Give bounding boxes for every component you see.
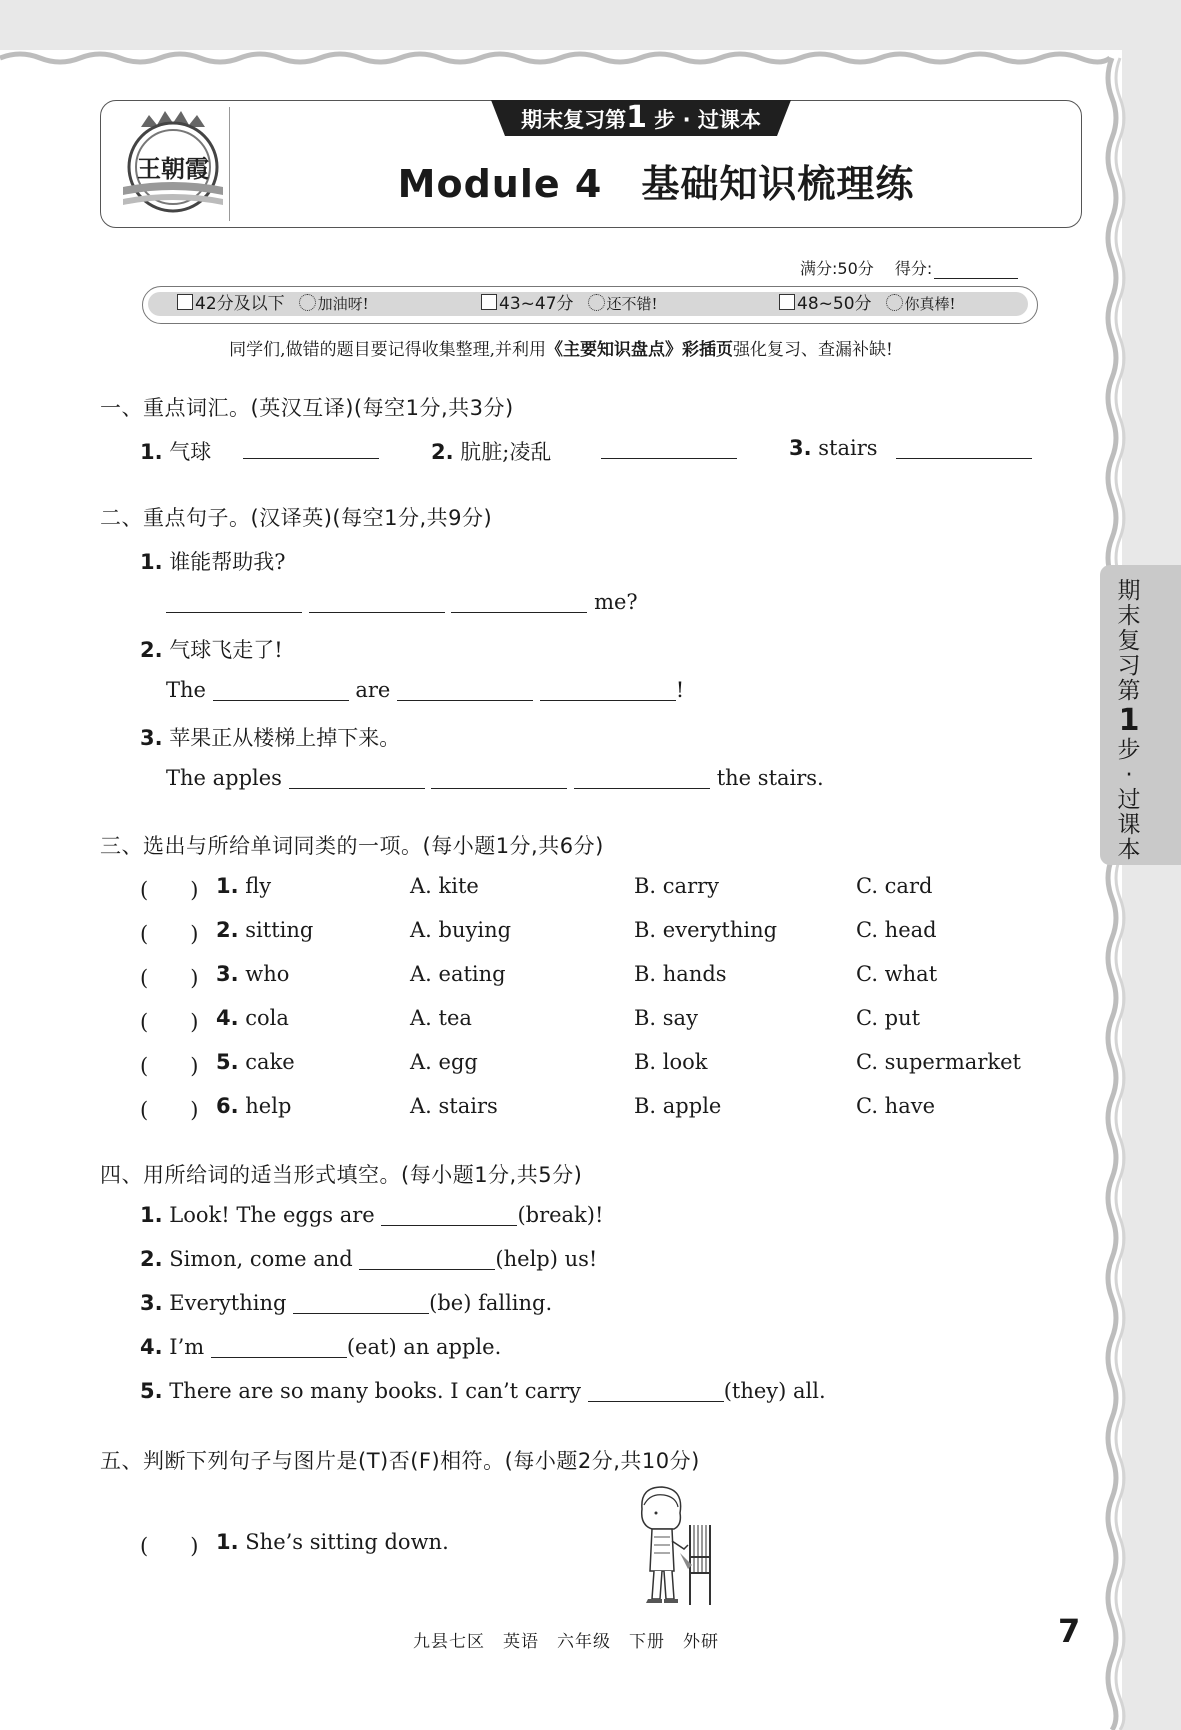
s1-item-3: 3. stairs [789,436,878,460]
score-label: 得分: [894,259,933,278]
smiley-icon [886,294,903,311]
choice-row-5-a: A. egg [410,1050,478,1074]
s4-item-2: 2. Simon, come and (help) us! [140,1247,598,1271]
choice-row-2-paren[interactable]: ( ) [140,922,199,946]
score-blank[interactable] [934,262,1018,279]
s5-q1-paren[interactable]: ( ) [140,1534,199,1558]
choice-row-2-b: B. everything [634,918,778,942]
choice-row-4-b: B. say [634,1006,698,1030]
choice-row-1-c: C. card [856,874,933,898]
choice-row-4-c: C. put [856,1006,921,1030]
answer-blank[interactable] [431,766,567,789]
logo-divider [229,107,230,221]
answer-blank[interactable] [601,436,737,459]
choice-row-3-word: 3. who [216,962,290,986]
side-tab [1100,565,1181,865]
section-3-title: 三、选出与所给单词同类的一项。(每小题1分,共6分) [100,834,604,858]
s2-q1-chinese: 1. 谁能帮助我? [140,550,286,574]
choice-row-4-paren[interactable]: ( ) [140,1010,199,1034]
level-mid-checkbox[interactable] [481,294,497,310]
side-tab-label: 期末复习第 1 步·过课本 [1117,578,1141,863]
section-2-title: 二、重点句子。(汉译英)(每空1分,共9分) [100,506,493,530]
header-box [100,100,1082,228]
page-title: Module 4 基础知识梳理练 [397,162,915,206]
choice-row-2-a: A. buying [410,918,512,942]
s1-item-2: 2. 肮脏;凌乱 [431,440,552,464]
s2-q1-answer: me? [166,590,638,614]
answer-blank[interactable] [293,1291,429,1314]
footer-grade: 六年级 [557,1632,611,1652]
section-1-title: 一、重点词汇。(英汉互译)(每空1分,共3分) [100,396,514,420]
level-high-checkbox[interactable] [779,294,795,310]
notice-text: 同学们,做错的题目要记得收集整理,并利用《主要知识盘点》彩插页强化复习、查漏补缺! [229,340,893,360]
answer-blank[interactable] [211,1335,347,1358]
full-score: 满分:50分 [800,259,874,278]
answer-blank[interactable] [896,436,1032,459]
s2-q2-chinese: 2. 气球飞走了! [140,638,283,662]
s4-item-3: 3. Everything (be) falling. [140,1291,553,1315]
answer-blank[interactable] [213,678,349,701]
choice-row-5-paren[interactable]: ( ) [140,1054,199,1078]
s1-blank-wrap-3 [896,436,1032,460]
footer-volume: 下册 [629,1632,665,1652]
s4-item-4: 4. I’m (eat) an apple. [140,1335,502,1359]
choice-row-3-b: B. hands [634,962,727,986]
section-4-title: 四、用所给词的适当形式填空。(每小题1分,共5分) [100,1163,583,1187]
answer-blank[interactable] [289,766,425,789]
s2-q3-chinese: 3. 苹果正从楼梯上掉下来。 [140,726,401,750]
footer-subject: 英语 [503,1632,539,1652]
answer-blank[interactable] [309,590,445,613]
level-low: 42分及以下 加油呀! [177,289,369,314]
s5-q1-text: 1. She’s sitting down. [216,1530,449,1554]
choice-row-2-c: C. head [856,918,937,942]
answer-blank[interactable] [588,1379,724,1402]
score-line [800,256,1018,279]
footer-edition: 外研 [683,1632,719,1652]
section-5-title: 五、判断下列句子与图片是(T)否(F)相符。(每小题2分,共10分) [100,1449,700,1473]
s1-item-1: 1. 气球 [140,440,212,464]
header-tab-label: 期末复习第1 步 · 过课本 [521,100,761,135]
answer-blank[interactable] [359,1247,495,1270]
choice-row-1-word: 1. fly [216,874,272,898]
choice-row-6-paren[interactable]: ( ) [140,1098,199,1122]
svg-text:王朝霞: 王朝霞 [137,154,209,183]
answer-blank[interactable] [243,436,379,459]
publisher-logo [119,109,227,217]
header-tab [491,100,791,138]
footer-info [413,1627,737,1652]
smiley-icon [588,294,605,311]
s1-blank-wrap-1 [243,436,379,460]
answer-blank[interactable] [574,766,710,789]
s2-q3-answer: The apples the stairs. [166,766,824,790]
choice-row-6-c: C. have [856,1094,936,1118]
page-number: 7 [1058,1612,1081,1650]
choice-row-1-b: B. carry [634,874,720,898]
s2-q2-answer: The are ! [166,678,685,702]
choice-row-4-a: A. tea [410,1006,472,1030]
girl-near-chair-illustration [630,1485,716,1607]
choice-row-1-paren[interactable]: ( ) [140,878,199,902]
s4-item-5: 5. There are so many books. I can’t carry (they) all. [140,1379,826,1403]
choice-row-3-a: A. eating [410,962,506,986]
s1-blank-wrap-2 [601,436,737,460]
choice-row-5-b: B. look [634,1050,708,1074]
choice-row-1-a: A. kite [410,874,479,898]
choice-row-6-a: A. stairs [410,1094,498,1118]
level-mid: 43~47分 还不错! [481,289,658,314]
answer-blank[interactable] [540,678,676,701]
answer-blank[interactable] [381,1203,517,1226]
answer-blank[interactable] [166,590,302,613]
answer-blank[interactable] [451,590,587,613]
choice-row-4-word: 4. cola [216,1006,289,1030]
choice-row-2-word: 2. sitting [216,918,314,942]
choice-row-3-c: C. what [856,962,938,986]
choice-row-6-b: B. apple [634,1094,722,1118]
score-level-bar [142,286,1038,324]
s4-item-1: 1. Look! The eggs are (break)! [140,1203,604,1227]
level-high: 48~50分 你真棒! [779,289,956,314]
choice-row-5-word: 5. cake [216,1050,295,1074]
choice-row-5-c: C. supermarket [856,1050,1021,1074]
choice-row-3-paren[interactable]: ( ) [140,966,199,990]
level-low-checkbox[interactable] [177,294,193,310]
choice-row-6-word: 6. help [216,1094,292,1118]
footer-region: 九县七区 [413,1632,485,1652]
smiley-icon [299,294,316,311]
answer-blank[interactable] [397,678,533,701]
